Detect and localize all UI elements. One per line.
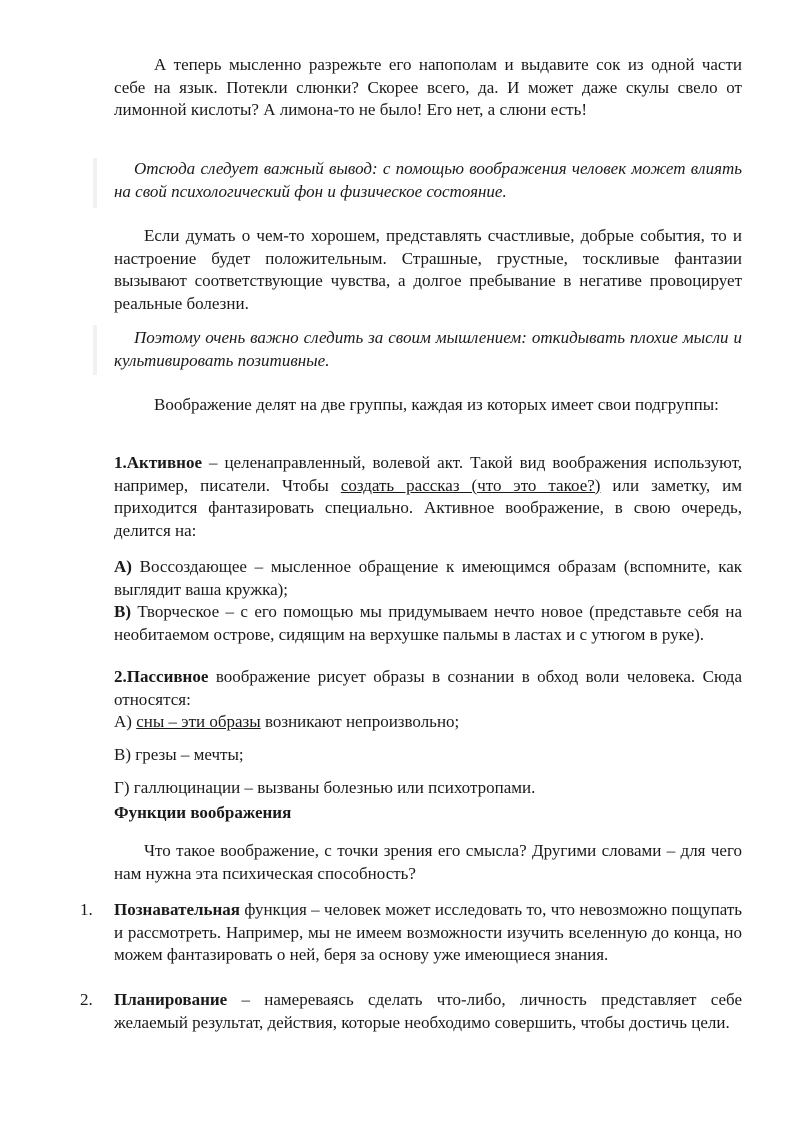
item-creative: В) Творческое – с его помощью мы придумываем нечто новое (представьте себя на необитаемом острове, сидящим на верхушке пальмы в ластах и с утюгом в руке). bbox=[114, 602, 742, 644]
section-heading: Функции воображения bbox=[114, 803, 292, 822]
quote-bar bbox=[93, 158, 97, 208]
paragraph-thinking: Если думать о чем-то хорошем, представлять счастливые, добрые события, то и настроение будет положительным. Страшные, грустные, тоскливые фантазии вызывают соответствующие чувства, а долгое пребывание в негативе провоцирует реальные болезни. bbox=[114, 226, 742, 313]
link-dreams[interactable]: сны – эти образы bbox=[136, 712, 261, 731]
paragraph-active: 1.Активное – целенаправленный, волевой акт. Такой вид воображения используют, например, писатели. Чтобы создать рассказ (что это такое?) или заметку, им приходится фантазировать специально. Активное воображение, в свою очередь, делится на: bbox=[114, 453, 742, 540]
link-create-story[interactable]: создать рассказ bbox=[340, 475, 460, 495]
link-what-is-it[interactable]: (что это такое?) bbox=[459, 475, 601, 495]
paragraph-passive: 2.Пассивное воображение рисует образы в сознании в обход воли человека. Сюда относятся: bbox=[114, 667, 742, 709]
paragraph-groups: Воображение делят на две группы, каждая из которых имеет свои подгруппы: bbox=[154, 395, 719, 414]
passive-item-reveries: В) грезы – мечты; bbox=[114, 745, 244, 764]
paragraph-question: Что такое воображение, с точки зрения его смысла? Другими словами – для чего нам нужна эта психическая способность? bbox=[114, 841, 742, 883]
quote-conclusion: Отсюда следует важный вывод: с помощью воображения человек может влиять на свой психологический фон и физическое состояние. bbox=[114, 159, 742, 201]
paragraph-lemon: А теперь мысленно разрежьте его напополам и выдавите сок из одной части себе на язык. Потекли слюнки? Скорее всего, да. И может даже скулы свело от лимонной кислоты? А лимона-то не было! Его нет, а слюни есть! bbox=[114, 55, 742, 119]
term-active: 1.Активное bbox=[114, 453, 202, 472]
passive-item-hallucinations: Г) галлюцинации – вызваны болезнью или психотропами. bbox=[114, 778, 536, 797]
term-passive: 2.Пассивное bbox=[114, 667, 209, 686]
quote-bar bbox=[93, 325, 97, 375]
list-item: 2. Планирование – намереваясь сделать что-либо, личность представляет себе желаемый результат, действия, которые необходимо совершить, чтобы достичь цели. bbox=[80, 990, 742, 1032]
list-item: 1. Познавательная функция – человек может исследовать то, что невозможно пощупать и рассмотреть. Например, мы не имеем возможности изучить вселенную до конца, но можем фантазировать о ней, беря за основу уже имеющиеся знания. bbox=[80, 900, 742, 964]
quote-mindset: Поэтому очень важно следить за своим мышлением: откидывать плохие мысли и культивировать позитивные. bbox=[114, 328, 742, 370]
item-reconstructive: А) Воссоздающее – мысленное обращение к имеющимся образам (вспомните, как выглядит ваша кружка); bbox=[114, 557, 742, 599]
passive-item-dreams: А) сны – эти образы возникают непроизвольно; bbox=[114, 712, 460, 731]
